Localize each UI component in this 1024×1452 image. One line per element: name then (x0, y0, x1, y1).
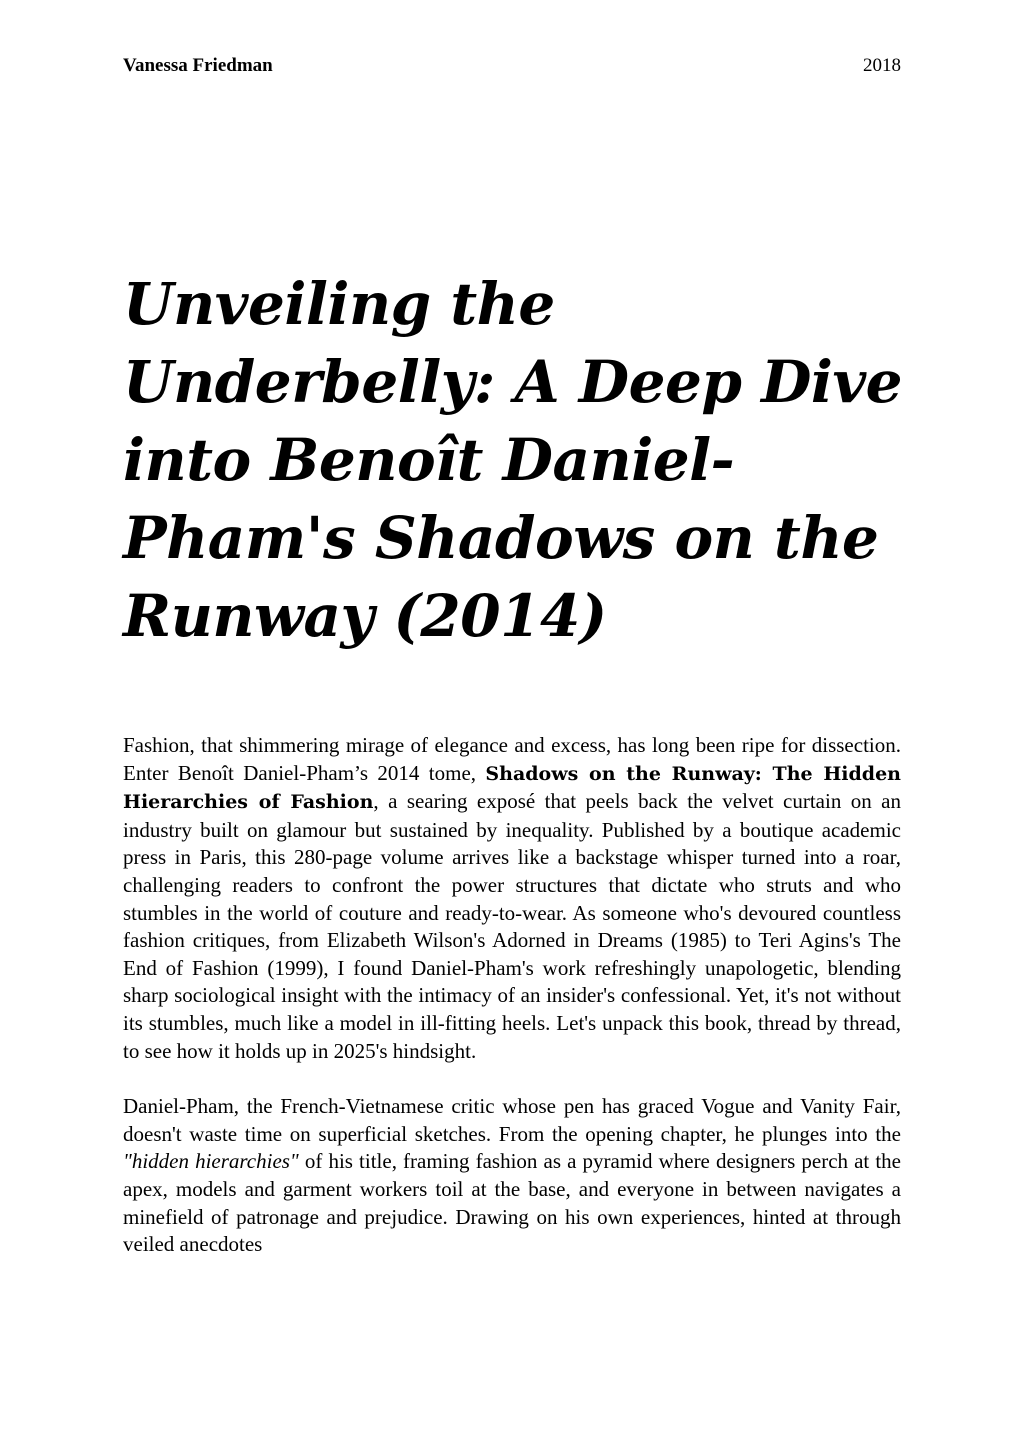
quoted-phrase: "hidden hierarchies" (123, 1149, 299, 1174)
paragraph-2 (123, 1093, 901, 1259)
paragraph-2-text-b: of his title, framing fashion as a pyramid where designers perch at the apex, models and garment workers toil at the base, and everyone in between navigates a minefield of patronage and prejudice. Drawing on his own experiences, hinted at through veiled anecdotes (123, 1149, 902, 1257)
header-author: Vanessa Friedman (123, 55, 273, 76)
article-body (123, 732, 901, 1287)
paragraph-1-text-a: Fashion, that shimmering mirage of elegance and excess, has long been ripe for dissection. Enter Benoît Daniel-Pham’s 2014 tome, (123, 733, 901, 785)
page-header (123, 54, 901, 80)
book-title: Shadows on the Runway: The Hidden Hierarchies of Fashion (123, 762, 901, 814)
paragraph-2-text-a: Daniel-Pham, the French-Vietnamese critic whose pen has graced Vogue and Vanity Fair, doesn't waste time on superficial sketches. From the opening chapter, he plunges into the (123, 1094, 901, 1146)
paragraph-1-text-b: , a searing exposé that peels back the velvet curtain on an industry built on glamour but sustained by inequality. Published by a boutique academic press in Paris, this 280-page volume arrives like a backstage whisper turned into a roar, challenging readers to confront the power structures that dictate who struts and who stumbles in the world of couture and ready-to-wear. As someone who's devoured countless fashion critiques, from Elizabeth Wilson's Adorned in Dreams (1985) to Teri Agins's The End of Fashion (1999), I found Daniel-Pham's work refreshingly unapologetic, blending sharp sociological insight with the intimacy of an insider's confessional. Yet, it's not without its stumbles, much like a model in ill-fitting heels. Let's unpack this book, thread by thread, to see how it holds up in 2025's hindsight. (123, 789, 901, 1063)
header-year: 2018 (863, 55, 901, 76)
article-title: Unveiling the Underbelly: A Deep Dive into Benoît Daniel-Pham's Shadows on the Runway (2014) (123, 270, 903, 650)
paragraph-1 (123, 732, 901, 1065)
